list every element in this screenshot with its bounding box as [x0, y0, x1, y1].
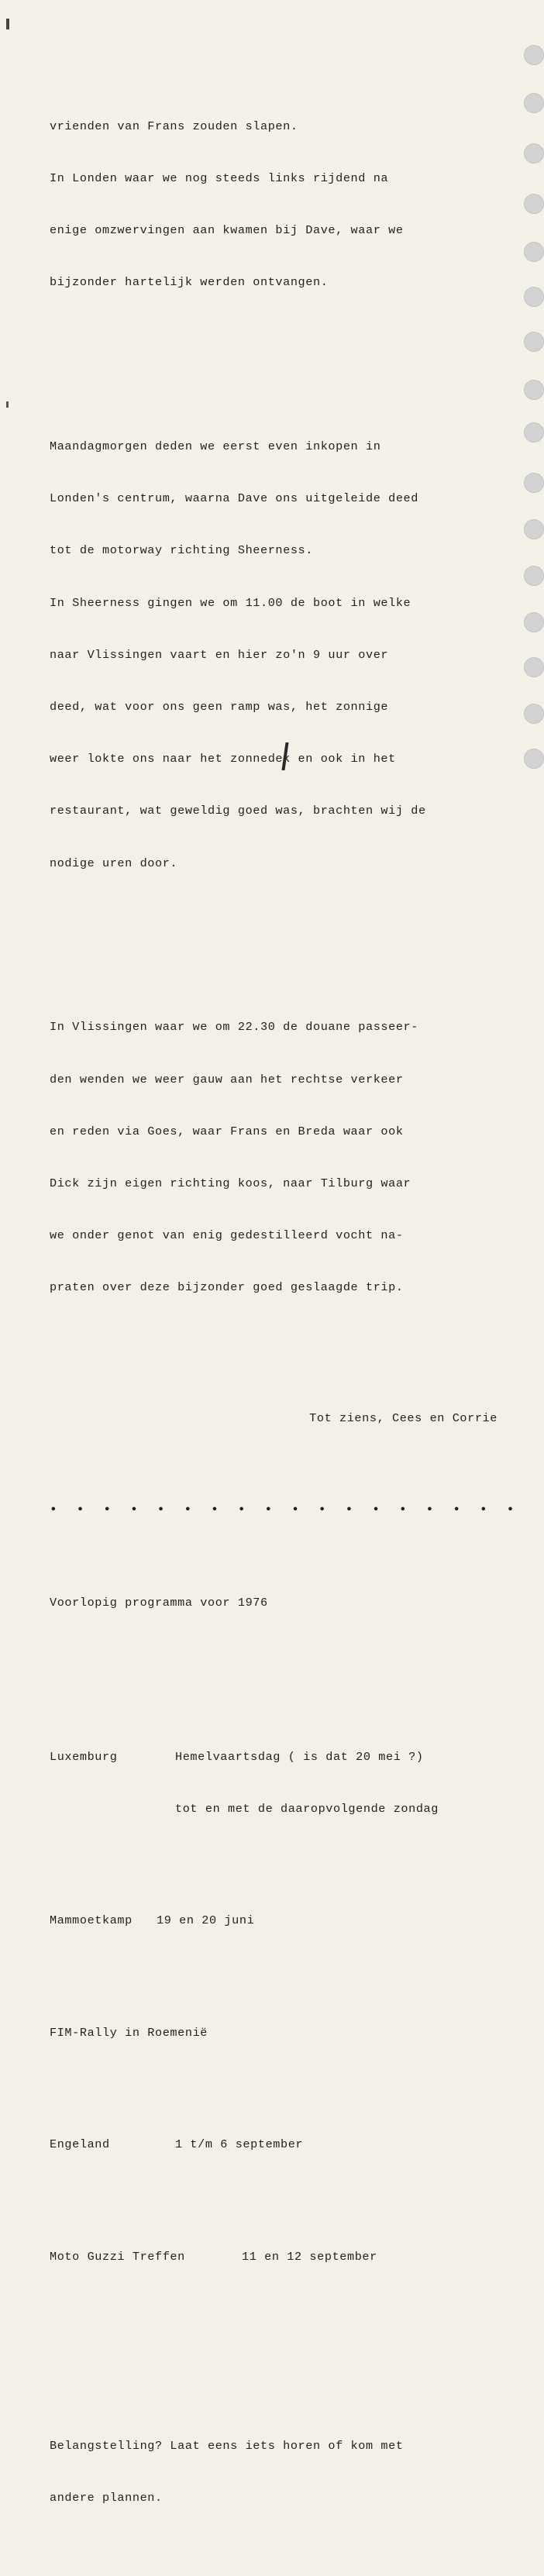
separator-dot: • — [398, 1502, 408, 1517]
binder-holes — [521, 0, 538, 770]
separator-dot: • — [130, 1502, 139, 1517]
text-line: praten over deze bijzonder goed geslaagde trip. — [50, 1280, 404, 1295]
programme-item-date: 19 en 20 juni — [157, 1913, 255, 1928]
signature: Tot ziens, Cees en Corrie — [309, 1411, 498, 1426]
separator-dot: • — [211, 1502, 219, 1517]
binder-hole — [524, 566, 544, 586]
text-line: Dick zijn eigen richting koos, naar Tilburg waar — [50, 1176, 411, 1190]
edge-smudge — [6, 19, 9, 29]
programme-item — [50, 2024, 515, 2041]
programme-item-date: 1 t/m 6 september — [175, 2137, 304, 2152]
separator-dot: • — [506, 1502, 515, 1517]
paragraph-2 — [50, 403, 515, 907]
separator-dot: • — [264, 1502, 273, 1517]
paragraph-1 — [50, 83, 515, 326]
text-line: vrienden van Frans zouden slapen. — [50, 119, 298, 133]
text-line: naar Vlissingen vaart en hier zo'n 9 uur over — [50, 647, 389, 662]
binder-hole — [524, 749, 544, 769]
binder-hole — [524, 422, 544, 443]
separator-dot: • — [345, 1502, 353, 1517]
separator-dot: • — [318, 1502, 327, 1517]
text-line: Maandagmorgen deden we eerst even inkopen in — [50, 439, 381, 453]
binder-hole — [524, 473, 544, 493]
text-line: restaurant, wat geweldig goed was, brachten wij de — [50, 804, 426, 818]
programme-heading: Voorlopig programma voor 1976 — [50, 1595, 268, 1610]
programme-item — [50, 2248, 515, 2265]
text-line: we onder genot van enig gedestilleerd vocht na- — [50, 1228, 404, 1243]
text-line: tot de motorway richting Sheerness. — [50, 543, 313, 558]
text-line: nodige uren door. — [50, 856, 178, 870]
separator-dot: • — [372, 1502, 380, 1517]
programme-item-name: Moto Guzzi Treffen — [50, 2249, 185, 2264]
text-line: den wenden we weer gauw aan het rechtse verkeer — [50, 1072, 404, 1087]
binder-hole — [524, 45, 544, 65]
programme-item-date: Hemelvaartsdag ( is dat 20 mei ?) — [175, 1749, 424, 1764]
programme-item-name: Mammoetkamp — [50, 1913, 133, 1928]
programme-item-name: Luxemburg — [50, 1749, 118, 1764]
programme-item-date: 11 en 12 september — [242, 2249, 377, 2264]
text-line: enige omzwervingen aan kwamen bij Dave, waar we — [50, 223, 404, 238]
separator-dot: • — [157, 1502, 165, 1517]
separator-dot: • — [425, 1502, 434, 1517]
programme-item-continuation — [50, 1800, 515, 1817]
separator-dot: • — [50, 1502, 58, 1517]
binder-hole — [524, 93, 544, 113]
text-line: deed, wat voor ons geen ramp was, het zonnige — [50, 700, 389, 715]
binder-hole — [524, 612, 544, 632]
closing-note — [50, 2402, 515, 2541]
binder-hole — [524, 287, 544, 307]
programme-item-date: tot en met de daaropvolgende zondag — [175, 1802, 439, 1816]
dotted-separator — [50, 1501, 515, 1518]
separator-dot: • — [76, 1502, 84, 1517]
binder-hole — [524, 143, 544, 164]
programme-item-name: Engeland — [50, 2137, 110, 2152]
binder-hole — [524, 242, 544, 262]
binder-hole — [524, 704, 544, 724]
paragraph-3 — [50, 984, 515, 1331]
separator-dot: • — [453, 1502, 461, 1517]
separator-dot: • — [480, 1502, 488, 1517]
text-line: Belangstelling? Laat eens iets horen of kom met — [50, 2438, 404, 2453]
text-line: weer lokte ons naar het zonnedek en ook in het — [50, 752, 396, 766]
programme-item-name: FIM-Rally in Roemenië — [50, 2025, 208, 2040]
binder-hole — [524, 519, 544, 539]
separator-dot: • — [291, 1502, 300, 1517]
text-line: en reden via Goes, waar Frans en Breda waar ook — [50, 1124, 404, 1138]
programme-item — [50, 1912, 515, 1929]
separator-dot: • — [103, 1502, 112, 1517]
text-line: andere plannen. — [50, 2491, 163, 2505]
binder-hole — [524, 380, 544, 400]
binder-hole — [524, 332, 544, 352]
separator-dot: • — [184, 1502, 192, 1517]
text-line: Londen's centrum, waarna Dave ons uitgeleide deed — [50, 491, 418, 506]
programme-item — [50, 1748, 515, 1765]
binder-hole — [524, 194, 544, 214]
edge-smudge — [6, 401, 9, 408]
text-line: In Vlissingen waar we om 22.30 de douane passeer- — [50, 1020, 418, 1035]
text-line: bijzonder hartelijk werden ontvangen. — [50, 275, 329, 290]
programme-item — [50, 2136, 515, 2153]
separator-dot: • — [237, 1502, 246, 1517]
text-line: In Londen waar we nog steeds links rijdend na — [50, 170, 389, 185]
text-line: In Sheerness gingen we om 11.00 de boot in welke — [50, 595, 411, 610]
letter-body — [50, 48, 515, 2576]
binder-hole — [524, 657, 544, 677]
